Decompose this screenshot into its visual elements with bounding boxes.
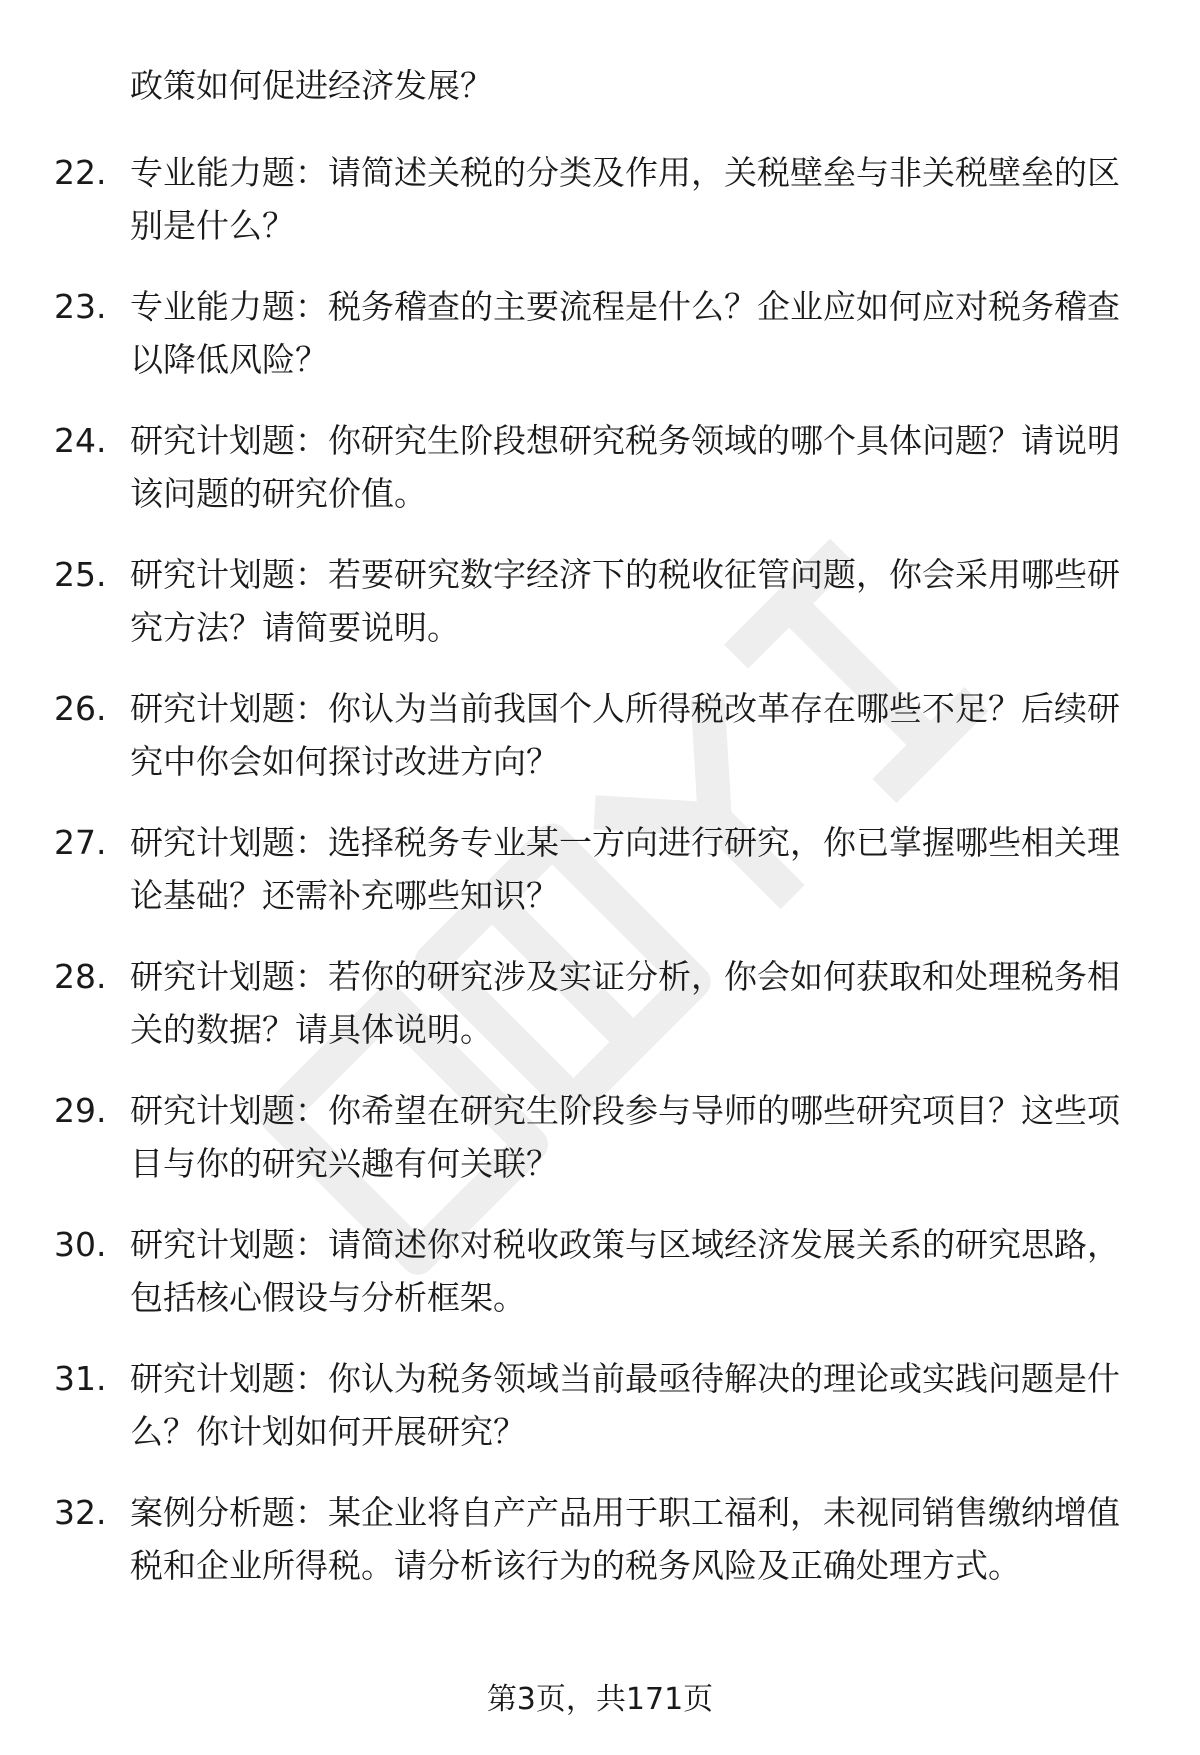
question-list: [0, 146, 1200, 1620]
question-item: [0, 682, 1140, 788]
question-text: 研究计划题：选择税务专业某一方向进行研究，你已掌握哪些相关理论基础？还需补充哪些知识？: [130, 823, 1120, 915]
question-item: [0, 1084, 1140, 1190]
question-number: 23.: [54, 287, 107, 326]
question-item: [0, 816, 1140, 922]
question-item: [0, 950, 1140, 1056]
question-item: [0, 1352, 1140, 1458]
question-text: 研究计划题：若要研究数字经济下的税收征管问题，你会采用哪些研究方法？请简要说明。: [130, 555, 1120, 647]
question-number: 31.: [54, 1359, 107, 1398]
question-text: 研究计划题：请简述你对税收政策与区域经济发展关系的研究思路，包括核心假设与分析框架。: [130, 1225, 1120, 1317]
question-item: [0, 548, 1140, 654]
question-text: 研究计划题：你希望在研究生阶段参与导师的哪些研究项目？这些项目与你的研究兴趣有何关联？: [130, 1091, 1120, 1183]
page-footer: 第3页，共171页: [486, 1682, 714, 1717]
question-number: 26.: [54, 689, 107, 728]
question-number: 32.: [54, 1493, 107, 1532]
question-item: [0, 1486, 1140, 1592]
question-number: 25.: [54, 555, 107, 594]
question-number: 28.: [54, 957, 107, 996]
continuation-text: 政策如何促进经济发展？: [130, 66, 493, 105]
question-number: 22.: [54, 153, 107, 192]
question-item: [0, 146, 1140, 252]
question-number: 24.: [54, 421, 107, 460]
question-text: 研究计划题：你研究生阶段想研究税务领域的哪个具体问题？请说明该问题的研究价值。: [130, 421, 1120, 513]
question-number: 30.: [54, 1225, 107, 1264]
question-text: 研究计划题：你认为税务领域当前最亟待解决的理论或实践问题是什么？你计划如何开展研究？: [130, 1359, 1120, 1451]
question-item: [0, 414, 1140, 520]
question-text: 研究计划题：你认为当前我国个人所得税改革存在哪些不足？后续研究中你会如何探讨改进方向？: [130, 689, 1120, 781]
question-text: 专业能力题：税务稽查的主要流程是什么？企业应如何应对税务稽查以降低风险？: [130, 287, 1120, 379]
question-number: 27.: [54, 823, 107, 862]
question-text: 研究计划题：若你的研究涉及实证分析，你会如何获取和处理税务相关的数据？请具体说明。: [130, 957, 1120, 1049]
question-text: 案例分析题：某企业将自产产品用于职工福利，未视同销售缴纳增值税和企业所得税。请分析该行为的税务风险及正确处理方式。: [130, 1493, 1120, 1585]
question-text: 专业能力题：请简述关税的分类及作用，关税壁垒与非关税壁垒的区别是什么？: [130, 153, 1120, 245]
question-item: [0, 1218, 1140, 1324]
question-item: [0, 280, 1140, 386]
question-number: 29.: [54, 1091, 107, 1130]
